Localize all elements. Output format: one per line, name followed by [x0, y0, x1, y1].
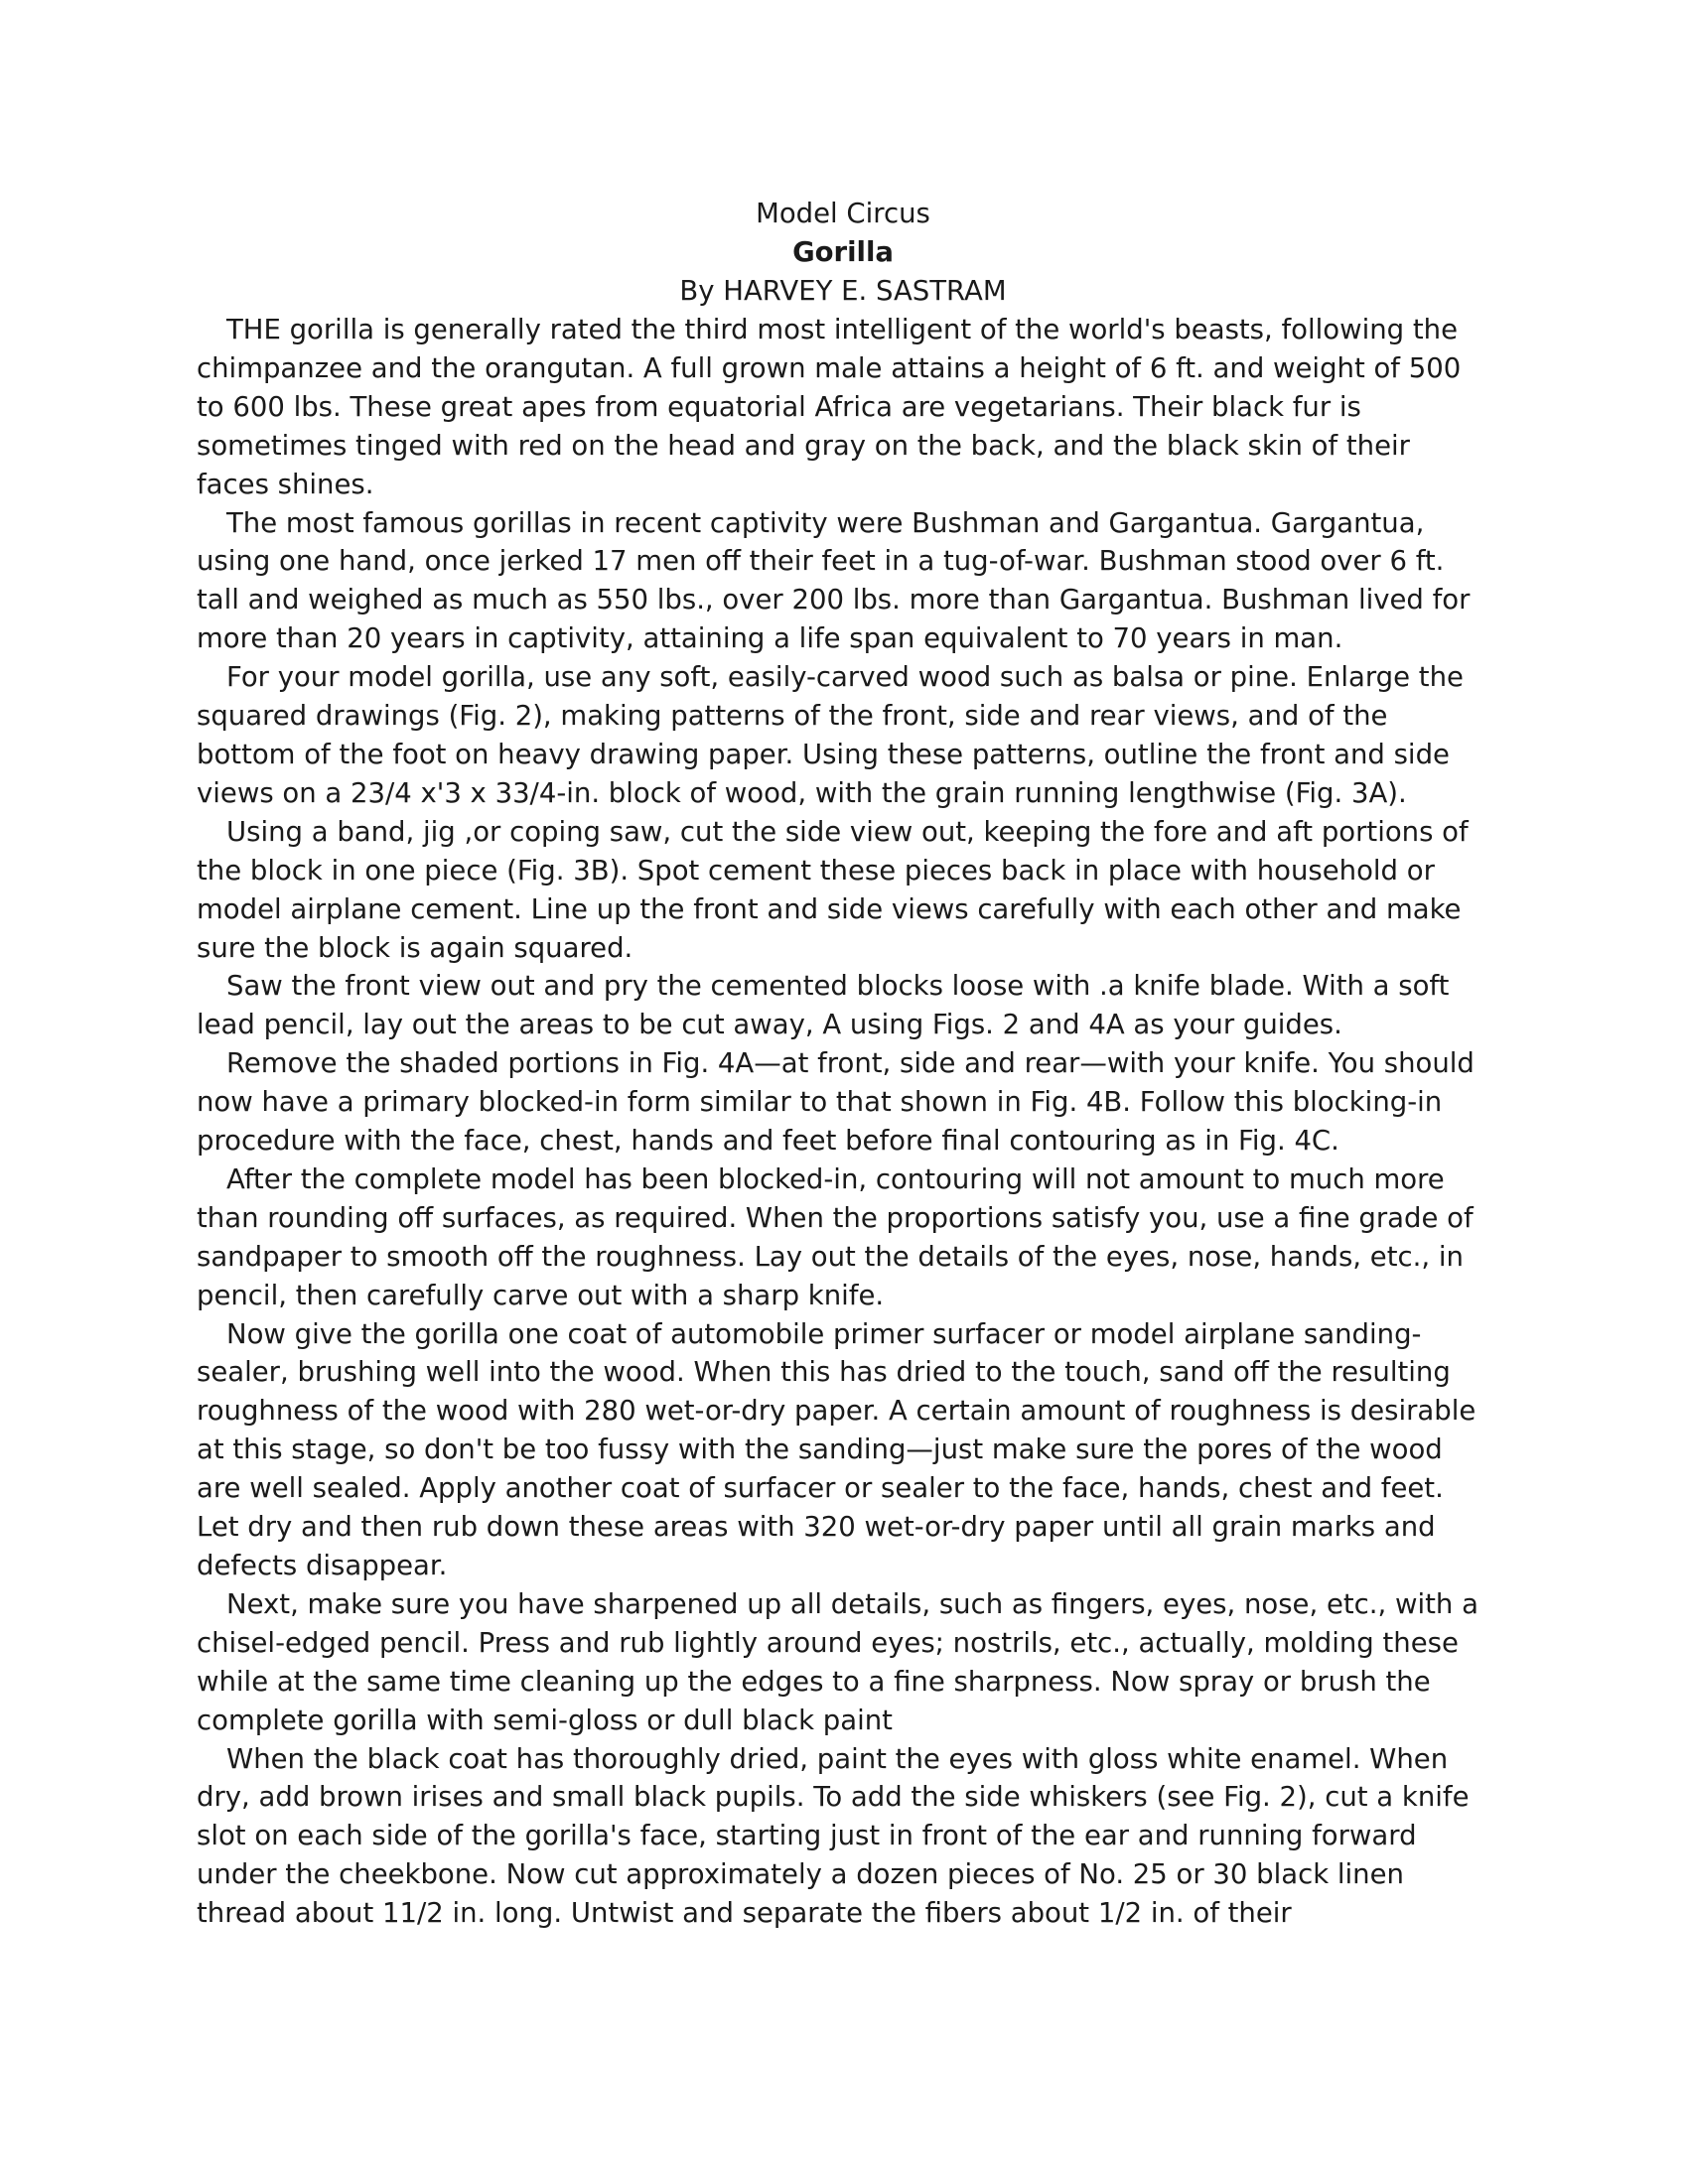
- byline: By HARVEY E. SASTRAM: [679, 275, 1007, 307]
- paragraph-intro: THE gorilla is generally rated the third most intelligent of the world's beasts, following the chimpanzee and the orangutan. A full grown male attains a height of 6 ft. and weight of 500 to 600 lbs. These great apes from equatorial Africa are vegetarians. Their black fur is sometimes tinged with red on the head and gray on the back, and the black skin of their faces shines.: [197, 314, 1462, 500]
- paragraph-contouring: After the complete model has been blocked-in, contouring will not amount to much more than rounding off surfaces, as required. When the proportions satisfy you, use a fine grade of sandpaper to smooth off the roughness. Lay out the details of the eyes, nose, hands, etc., in pencil, then carefully carve out with a sharp knife.: [197, 1162, 1474, 1311]
- paragraph-blocking-in: Remove the shaded portions in Fig. 4A—at front, side and rear—with your knife. You should now have a primary blocked-in form similar to that shown in Fig. 4B. Follow this blocking-in procedure with the face, chest, hands and feet before final contouring as in Fig. 4C.: [197, 1047, 1475, 1158]
- paragraph-cutting-front-view: Saw the front view out and pry the cemented blocks loose with .a knife blade. With a soft lead pencil, lay out the areas to be cut away, A using Figs. 2 and 4A as your guides.: [197, 970, 1450, 1041]
- paragraph-materials: For your model gorilla, use any soft, easily-carved wood such as balsa or pine. Enlarge the squared drawings (Fig. 2), making patterns of the front, side and rear views, and of the bottom of the foot on heavy drawing paper. Using these patterns, outline the front and side views on a 23/4 x'3 x 33/4-in. block of wood, with the grain running lengthwise (Fig. 3A).: [197, 661, 1464, 809]
- series-kicker: Model Circus: [756, 198, 930, 229]
- paragraph-details-paint: Next, make sure you have sharpened up all details, such as fingers, eyes, nose, etc., with a chisel-edged pencil. Press and rub lightly around eyes; nostrils, etc., actually, molding these while at the same time cleaning up the edges to a fine sharpness. Now spray or brush the complete gorilla with semi-gloss or dull black paint: [197, 1587, 1478, 1736]
- article-title: Gorilla: [792, 236, 894, 268]
- article-body: [197, 311, 1489, 1933]
- paragraph-famous-gorillas: The most famous gorillas in recent captivity were Bushman and Gargantua. Gargantua, using one hand, once jerked 17 men off their feet in a tug-of-war. Bushman stood over 6 ft. tall and weighed as much as 550 lbs., over 200 lbs. more than Gargantua. Bushman lived for more than 20 years in captivity, attaining a life span equivalent to 70 years in man.: [197, 506, 1471, 655]
- document-page: [197, 195, 1489, 1933]
- paragraph-sealing: Now give the gorilla one coat of automobile primer surfacer or model airplane sanding-sealer, brushing well into the wood. When this has dried to the touch, sand off the resulting roughness of the wood with 280 wet-or-dry paper. A certain amount of roughness is desirable at this stage, so don't be too fussy with the sanding—just make sure the pores of the wood are well sealed. Apply another coat of surfacer or sealer to the face, hands, chest and feet. Let dry and then rub down these areas with 320 wet-or-dry paper until all grain marks and defects disappear.: [197, 1317, 1477, 1581]
- paragraph-cutting-side-view: Using a band, jig ,or coping saw, cut the side view out, keeping the fore and aft portions of the block in one piece (Fig. 3B). Spot cement these pieces back in place with household or model airplane cement. Line up the front and side views carefully with each other and make sure the block is again squared.: [197, 815, 1469, 964]
- paragraph-eyes-whiskers: When the black coat has thoroughly dried, paint the eyes with gloss white enamel. When dry, add brown irises and small black pupils. To add the side whiskers (see Fig. 2), cut a knife slot on each side of the gorilla's face, starting just in front of the ear and running forward under the cheekbone. Now cut approximately a dozen pieces of No. 25 or 30 black linen thread about 11/2 in. long. Untwist and separate the fibers about 1/2 in. of their: [197, 1742, 1470, 1930]
